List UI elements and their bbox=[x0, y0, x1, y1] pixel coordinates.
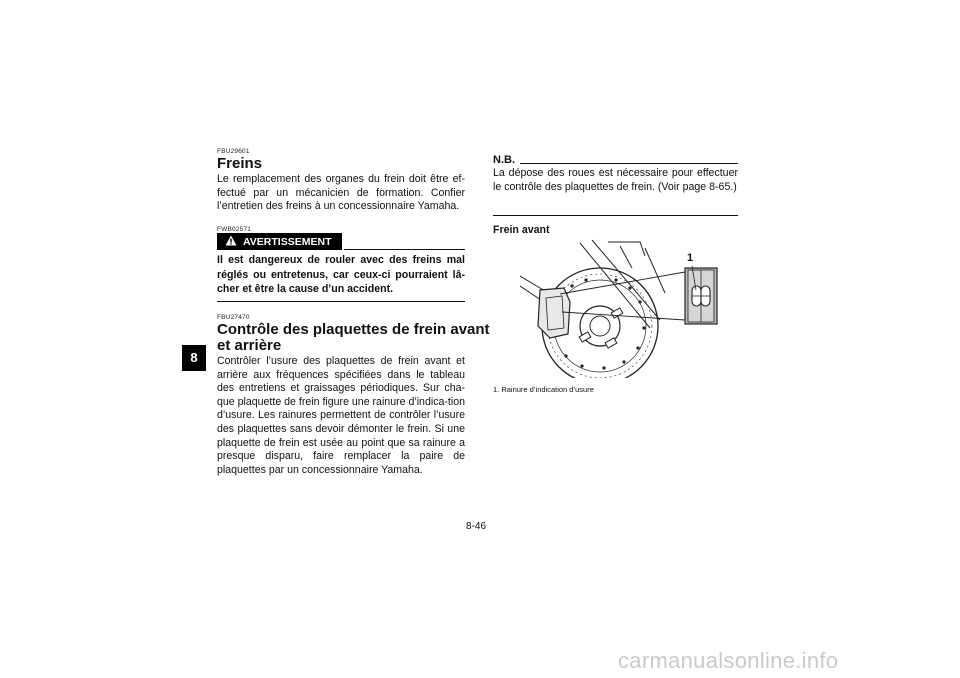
heading-plaquettes-line2: et arrière bbox=[217, 337, 282, 354]
nb-text: La dépose des roues est nécessaire pour effectuer le contrôle des plaquettes de frein. (Voir page 8-65.) bbox=[493, 167, 738, 193]
section-code-plaquettes: FBU27470 bbox=[217, 314, 250, 321]
nb-rule-bottom bbox=[493, 215, 738, 216]
warning-rule-top bbox=[344, 249, 465, 250]
callout-number: 1 bbox=[687, 252, 694, 264]
nb-label: N.B. bbox=[493, 154, 515, 166]
warning-badge bbox=[217, 233, 342, 250]
watermark: carmanualsonline.info bbox=[618, 648, 839, 673]
section-tab: 8 bbox=[182, 345, 206, 371]
paragraph-plaquettes: Contrôler l’usure des plaquettes de frein avant et arrière aux fréquences spécifiées dans le tableau des entretiens et graissages périodiques. Sur cha-que plaquette de frein figure une rainure d’indica-tion d’usure. Les rainures permettent de contrôler l’usure des plaquettes sans devoir démonter le frein. Si une plaquette de frein est usée au point que sa rainure a presque disparu, faire remplacer la paire de plaquettes par un concessionnaire Yamaha. bbox=[217, 355, 465, 476]
page-number: 8-46 bbox=[466, 521, 487, 532]
warning-label: AVERTISSEMENT bbox=[243, 235, 332, 248]
heading-plaquettes-line1: Contrôle des plaquettes de frein avant bbox=[217, 321, 490, 338]
paragraph-freins: Le remplacement des organes du frein doit être ef-fectué par un mécanicien de formation. Confier l’entretien des freins à un concessionnaire Yamaha. bbox=[217, 173, 465, 213]
section-code-freins: FBU29601 bbox=[217, 148, 250, 155]
heading-freins: Freins bbox=[217, 155, 263, 172]
warning-icon bbox=[225, 235, 237, 249]
brake-illustration bbox=[520, 238, 740, 378]
nb-rule-top bbox=[520, 163, 738, 164]
warning-rule-bottom bbox=[217, 301, 465, 302]
subheading-frein-avant: Frein avant bbox=[493, 224, 550, 236]
warning-text: Il est dangereux de rouler avec des freins mal réglés ou entretenus, car ceux-ci pourraient lâ-cher et être la cause d’un accident. bbox=[217, 254, 465, 295]
warning-code: FWB02571 bbox=[217, 226, 252, 233]
figure-caption: 1. Rainure d’indication d’usure bbox=[493, 385, 594, 394]
